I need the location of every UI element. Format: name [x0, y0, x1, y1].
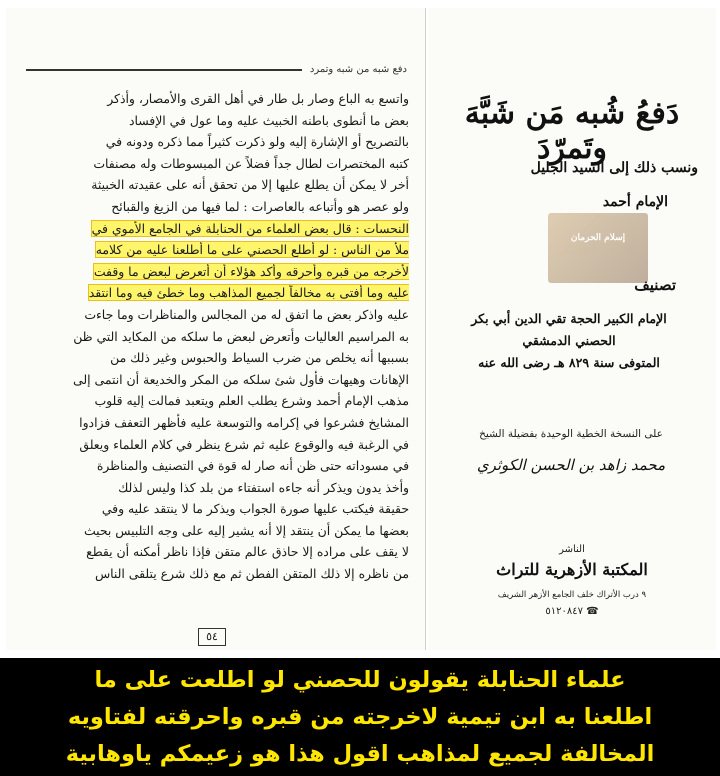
text-line: واتسع به الباع وصار بل طار في أهل القرى والأمصار، وأذكر — [107, 91, 409, 106]
author-line: المتوفى سنة ٨٢٩ هـ رضى الله عنه — [478, 355, 660, 370]
watermark-text: إسلام الحرمان — [570, 233, 626, 243]
text-line: لا يقف على مراده إلا حاذق عالم متقن فإذا ناظر أمكنه أن يقطع — [86, 544, 409, 560]
editor-name: محمد زاهد بن الحسن الكوثري — [476, 456, 666, 474]
running-header-text: دفع شبه من شبه وتمرد — [309, 64, 407, 75]
right-page-cover — [428, 8, 716, 650]
publisher-phone: ☎ ٥١٢٠٨٤٧ — [545, 606, 599, 617]
text-line: بعض ما أنطوى باطنه الخبيث عليه وما عول في الإفساد — [128, 112, 409, 128]
page-number: ٥٤ — [198, 628, 226, 646]
caption-line: المخالفة لجميع لمذاهب اقول هذا هو زعيمكم ياوهابية — [65, 741, 655, 767]
caption-line: علماء الحنابلة يقولون للحصني لو اطلعت على ما — [94, 667, 626, 693]
highlighted-passage: لأخرجه من قبره وأحرقه وأكد هؤلاء أن أتعرض لبعض ما وقفت — [93, 263, 409, 279]
author-block — [434, 308, 704, 374]
text-line: بعضها ما يمكن أن ينتقد إلا أنه يشير إليه على وجه التلبيس بحيث — [84, 522, 409, 538]
text-line: ولو عصر هو وأتباعه بالعاصرات : لما فيها من الزيغ والقبائح — [111, 198, 409, 214]
author-line: الإمام الكبير الحجة تقي الدين أبي بكر — [471, 311, 667, 326]
text-line — [28, 218, 409, 240]
text-line — [28, 239, 409, 261]
publisher-address: ٩ درب الأتراك خلف الجامع الأزهر الشريف — [497, 590, 647, 600]
publisher-label: الناشر — [559, 544, 585, 555]
text-line: حقيقة فيكتب عليها صورة الجواب ويذكر ما لا ينتقد عليه وفي — [101, 501, 409, 517]
caption-line: اطلعنا به ابن تيمية لاخرجته من قبره واحرقته لفتاويه — [67, 704, 653, 730]
edition-note: على النسخة الخطية الوحيدة بفضيلة الشيخ — [479, 428, 663, 440]
publisher-name: المكتبة الأزهرية للتراث — [496, 560, 648, 579]
attribution-line-1: ونسب ذلك إلى السيد الجليل — [530, 160, 698, 176]
author-line: الحصني الدمشقي — [522, 333, 616, 348]
left-page — [6, 8, 426, 650]
text-line: وأخذ يدون ويذكر أنه جاءه استفتاء من بلد كذا وليس لذلك — [118, 479, 409, 495]
text-line: بالتصريح أو الإشارة إليه ولو ذكرت كثيراً مما ذكره ودونه في — [105, 134, 409, 150]
text-line — [28, 261, 409, 283]
text-line: في مسوداته حتى ظن أنه صار له قوة في التصنيف والمناظرة — [96, 458, 409, 474]
header-rule — [26, 69, 302, 71]
overlay-caption — [0, 658, 720, 776]
text-line: الإهانات وهيهات فأول شئ سلكه من المكر والخديعة أن انتمى إلى — [73, 371, 409, 387]
highlighted-passage: ملأ من الناس : لو أطلع الحصني على ما أطلعنا عليه من كلامه — [95, 242, 409, 258]
highlighted-passage: النحسات : قال بعض العلماء من الحنابلة في الجامع الأموي في — [91, 220, 409, 236]
text-line: كتبه المختصرات لطال جداً فضلاً عن المبسوطات وله مصنفات — [93, 155, 409, 171]
text-line: أخر لا يمكن أن يطلع عليها إلا من تحقق أنه على عقيدته الخبيثة — [91, 177, 409, 193]
highlighted-passage: عليه وما أفتى به مخالفاً لجميع المذاهب وما خطئ فيه وما انتقد — [88, 285, 409, 301]
text-line: به المراسيم العاليات وأتعرض لبعض ما سلكه من المكايد التي ظن — [73, 328, 409, 344]
text-line: مذهب الإمام أحمد وشرع يطلب العلم ويتعبد فمالت إليه قلوب — [94, 393, 409, 409]
attribution-line-2: الإمام أحمد — [602, 194, 668, 210]
book-title: دَفعُ شُبه مَن شَبَّهَ وتَمرّدَ — [464, 96, 680, 166]
watermark-logo — [548, 213, 648, 283]
text-line — [28, 282, 409, 304]
page-body-text — [28, 88, 409, 585]
text-line: من ناظره إلا ذلك المتقن الفطن ثم مع ذلك شرع يتلقى الناس — [95, 566, 409, 582]
running-header — [26, 64, 407, 75]
text-line: في الرغبة فيه والوقوع عليه ثم شرع ينظر في كلام العلماء ويعلق — [79, 436, 409, 452]
text-line: بسببها أنه يخلص من ضرب السياط والحبوس وغير ذلك من — [110, 350, 409, 366]
author-label: تصنيف — [634, 276, 676, 294]
text-line: المشايخ فشرعوا في إكرامه والتوسعة عليه فأظهر التعفف فزادوا — [79, 414, 409, 430]
text-line: عليه واذكر بعض ما اتفق له من المجالس والمناظرات وما جاءت — [84, 306, 409, 322]
